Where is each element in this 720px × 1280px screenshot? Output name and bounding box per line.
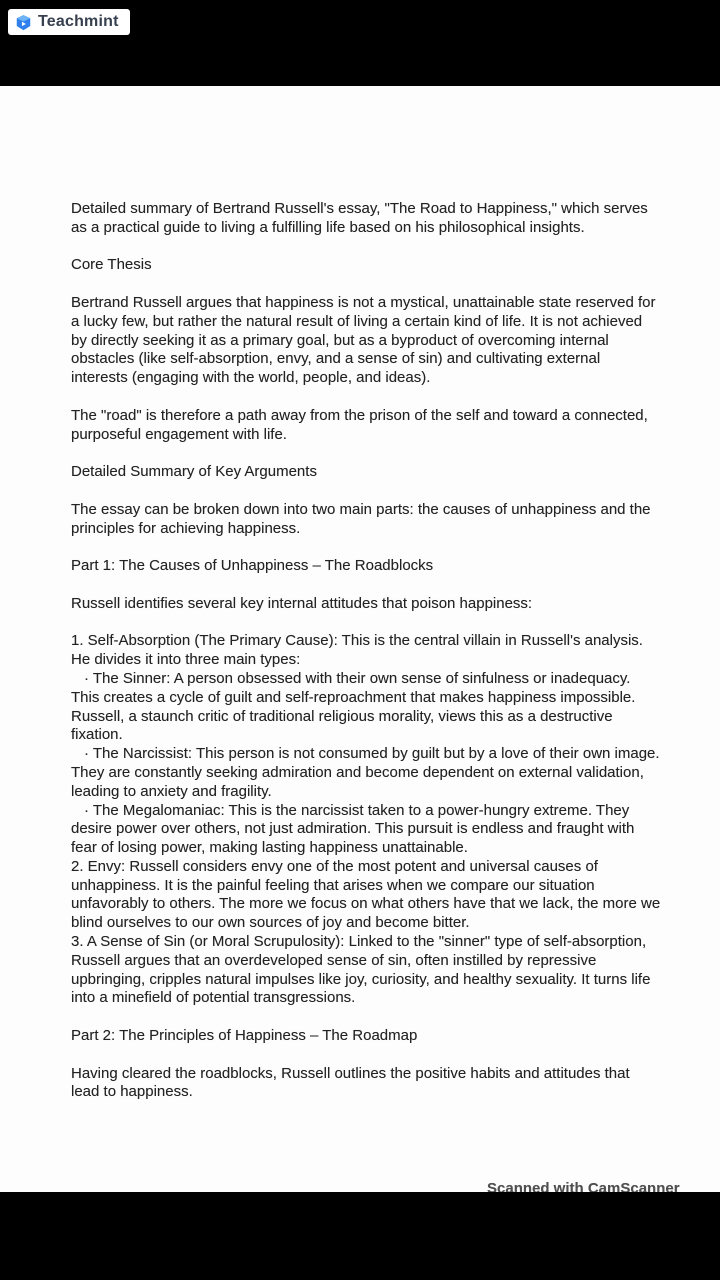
document-content	[71, 200, 661, 1102]
document-paragraph: Russell identifies several key internal attitudes that poison happiness:	[71, 594, 533, 612]
document-paragraph: 1. Self-Absorption (The Primary Cause): This is the central villain in Russell's analysis. He divides it into three main types:	[71, 632, 643, 669]
teachmint-logo-badge	[8, 9, 130, 35]
document-paragraph: Part 2: The Principles of Happiness – The Roadmap	[71, 1027, 418, 1045]
document-paragraph: Bertrand Russell argues that happiness is not a mystical, unattainable state reserved for a lucky few, but rather the natural result of living a certain kind of life. It is not achieved by directly seeking it as a primary goal, but as a byproduct of overcoming internal obstacles (like self-absorption, envy, and a sense of sin) and cultivating external interests (engaging with the world, people, and ideas).	[71, 293, 656, 387]
document-paragraph: · The Narcissist: This person is not consumed by guilt but by a love of their own image. They are constantly seeking admiration and become dependent on external validation, leading to anxiety and fragility.	[71, 745, 660, 800]
document-paragraph: Part 1: The Causes of Unhappiness – The Roadblocks	[71, 557, 434, 575]
document-paragraph: 2. Envy: Russell considers envy one of the most potent and universal causes of unhappiness. It is the painful feeling that arises when we compare our situation unfavorably to others. The more we focus on what others have that we lack, the more we blind ourselves to our own sources of joy and become bitter.	[71, 857, 661, 932]
scanner-watermark: Scanned with CamScanner	[487, 1180, 680, 1192]
bottom-letterbox	[0, 1192, 720, 1280]
document-paragraph: The essay can be broken down into two main parts: the causes of unhappiness and the principles for achieving happiness.	[71, 500, 651, 537]
teachmint-logo-text: Teachmint	[38, 12, 119, 30]
document-paragraph: Having cleared the roadblocks, Russell outlines the positive habits and attitudes that lead to happiness.	[71, 1064, 630, 1101]
document-paragraph: Detailed Summary of Key Arguments	[71, 463, 317, 481]
document-paragraph: · The Sinner: A person obsessed with their own sense of sinfulness or inadequacy. This creates a cycle of guilt and self-reproachment that makes happiness impossible. Russell, a staunch critic of traditional religious morality, views this as a destructive fixation.	[71, 669, 636, 744]
document-paragraph: Detailed summary of Bertrand Russell's essay, "The Road to Happiness," which serves as a practical guide to living a fulfilling life based on his philosophical insights.	[71, 200, 648, 236]
document-page	[0, 86, 720, 1192]
teachmint-logo-icon	[15, 14, 32, 31]
document-paragraph: Core Thesis	[71, 256, 152, 274]
document-paragraph: · The Megalomaniac: This is the narcissist taken to a power-hungry extreme. They desire power over others, not just admiration. This pursuit is endless and fraught with fear of losing power, making lasting happiness unattainable.	[71, 801, 635, 857]
document-paragraph: The "road" is therefore a path away from the prison of the self and toward a connected, purposeful engagement with life.	[71, 406, 648, 443]
document-paragraph: 3. A Sense of Sin (or Moral Scrupulosity): Linked to the "sinner" type of self-absorption, Russell argues that an overdeveloped sense of sin, often instilled by repressive upbringing, cripples natural impulses like joy, curiosity, and healthy sexuality. It turns life into a minefield of potential transgressions.	[71, 933, 651, 1007]
